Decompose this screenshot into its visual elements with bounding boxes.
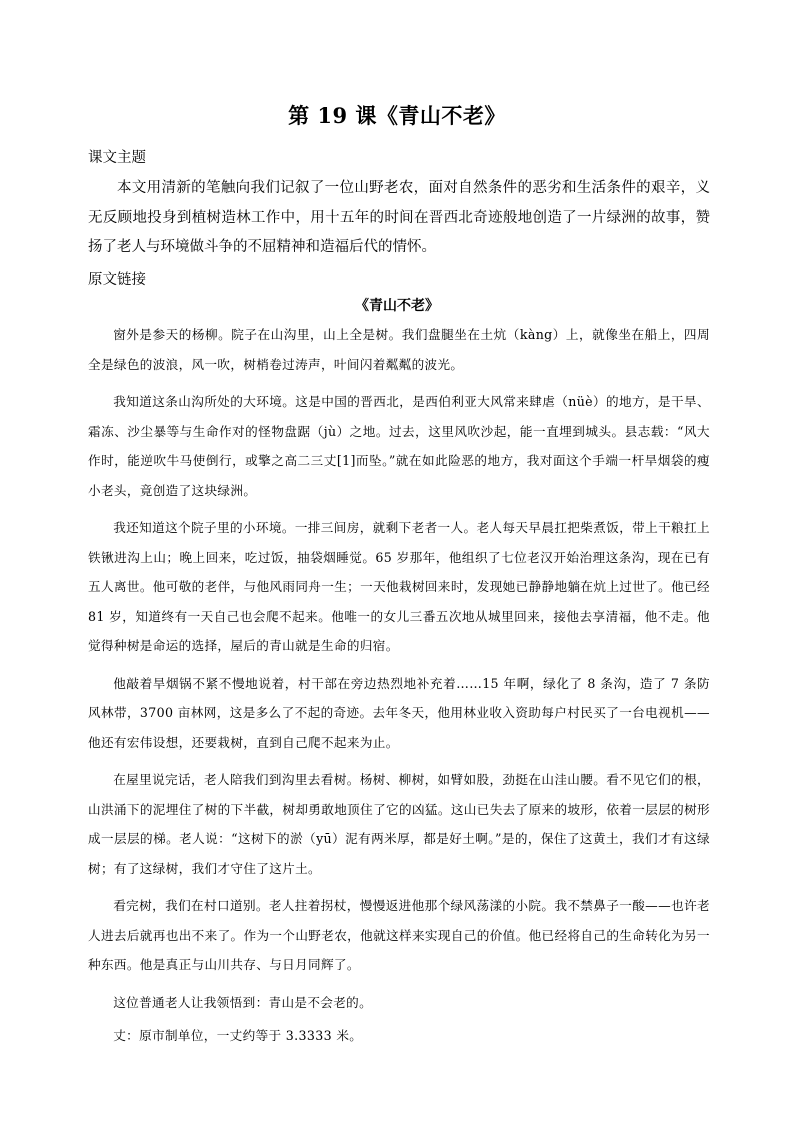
article-paragraph: 窗外是参天的杨柳。院子在山沟里，山上全是树。我们盘腿坐在土炕（kàng）上，就像坐在船上，四周全是绿色的波浪，风一吹，树梢卷过涛声，叶间闪着粼粼的波光。	[88, 327, 710, 372]
article-paragraph: 我还知道这个院子里的小环境。一排三间房，就剩下老者一人。老人每天早晨扛把柴煮饭，带上干粮扛上铁锹进沟上山；晚上回来，吃过饭，抽袋烟睡觉。65 岁那年，他组织了七位老汉开始治理这条沟，现在已有五人离世。他可敬的老伴，与他风雨同舟一生；一天他栽树回来时，发现她已静静地躺在炕上过世了。他已经 81 岁，知道终有一天自己也会爬不起来。他唯一的女儿三番五次地从城里回来，接他去享清福，他不走。他觉得种树是命运的选择，屋后的青山就是生命的归宿。	[88, 520, 710, 653]
lesson-title: 第 19 课《青山不老》	[288, 103, 506, 128]
article-paragraph: 看完树，我们在村口道别。老人拄着拐杖，慢慢返进他那个绿风荡漾的小院。我不禁鼻子一酸——也许老人进去后就再也出不来了。作为一个山野老农，他就这样来实现自己的价值。他已经将自己的生命转化为另一种东西。他是真正与山川共存、与日月同辉了。	[88, 898, 710, 972]
article-paragraph: 在屋里说完话，老人陪我们到沟里去看树。杨树、柳树，如臂如股，劲挺在山洼山腰。看不见它们的根，山洪涌下的泥埋住了树的下半截，树却勇敢地顶住了它的凶猛。这山已失去了原来的坡形，依着一层层的树形成一层层的梯。老人说：“这树下的淤（yū）泥有两米厚，都是好土啊。”是的，保住了这黄土，我们才有这绿树；有了这绿树，我们才守住了这片土。	[88, 772, 710, 876]
article-title: 《青山不老》	[355, 298, 439, 314]
article-body	[88, 320, 710, 1055]
theme-paragraph: 本文用清新的笔触向我们记叙了一位山野老农，面对自然条件的恶劣和生活条件的艰辛，义无反顾地投身到植树造林工作中，用十五年的时间在晋西北奇迹般地创造了一片绿洲的故事，赞扬了老人与环境做斗争的不屈精神和造福后代的情怀。	[88, 180, 710, 255]
article-paragraph: 他敲着旱烟锅不紧不慢地说着，村干部在旁边热烈地补充着……15 年啊，绿化了 8 条沟，造了 7 条防风林带，3700 亩林网，这是多么了不起的奇迹。去年冬天，他用林业收入资助每户村民买了一台电视机——他还有宏伟设想，还要栽树，直到自己爬不起来为止。	[88, 675, 710, 750]
theme-section-label: 课文主题	[88, 150, 146, 166]
source-section-label: 原文链接	[88, 272, 146, 288]
article-paragraph: 我知道这条山沟所处的大环境。这是中国的晋西北，是西伯利亚大风常来肆虐（nüè）的地方，是干旱、霜冻、沙尘暴等与生命作对的怪物盘踞（jù）之地。过去，这里风吹沙起，能一直埋到城头。县志载：“风大作时，能逆吹牛马使倒行，或擎之高二三丈[1]而坠。”就在如此险恶的地方，我对面这个手端一杆旱烟袋的瘦小老头，竟创造了这块绿洲。	[88, 394, 710, 498]
footnote: 丈：原市制单位，一丈约等于 3.3333 米。	[113, 1028, 363, 1043]
article-paragraph: 这位普通老人让我领悟到：青山是不会老的。	[113, 994, 373, 1010]
